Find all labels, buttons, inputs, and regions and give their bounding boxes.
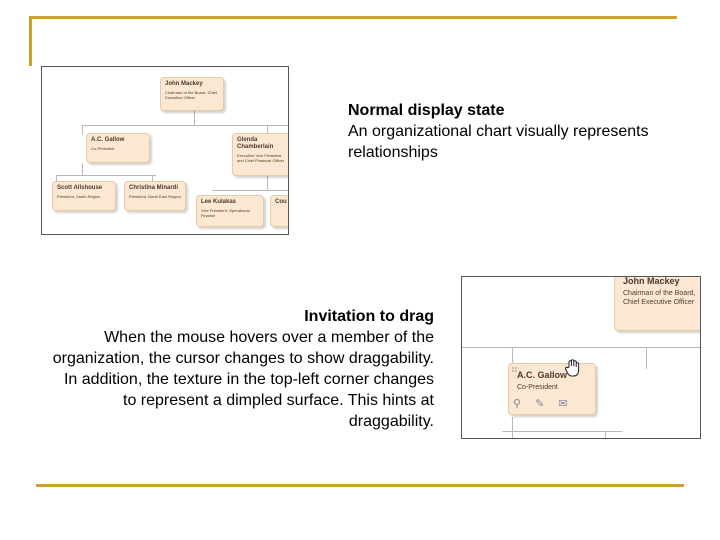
- card-title: Chairman of the Board, Chief Executive Officer: [165, 90, 217, 100]
- connector: [462, 347, 700, 348]
- org-card-john-mackey[interactable]: [160, 77, 224, 111]
- card-title: Co-President: [91, 146, 115, 151]
- card-title: Chairman of the Board, Chief Executive Officer: [623, 290, 696, 306]
- connector: [82, 125, 289, 126]
- org-card-ac-gallow[interactable]: [86, 133, 150, 163]
- connector: [212, 190, 288, 191]
- org-card-lee-kulakas[interactable]: [196, 195, 264, 227]
- mail-icon[interactable]: ✉: [558, 398, 582, 410]
- connector: [646, 347, 647, 369]
- card-name: Christina Minardi: [129, 185, 179, 191]
- card-name: John Mackey: [623, 276, 680, 286]
- magnifier-icon[interactable]: ⚲: [513, 398, 536, 410]
- hand-cursor-icon: [564, 359, 580, 377]
- dimple-texture-icon: [511, 366, 518, 373]
- invitation-body: When the mouse hovers over a member of the organization, the cursor changes to show draggability. In addition, the texture in the top-left corner changes to represent a dimpled surface. This hints at draggability.: [52, 329, 434, 430]
- normal-state-caption: [348, 100, 698, 163]
- top-rule: [31, 16, 677, 19]
- card-name: A.C. Gallow: [91, 137, 125, 143]
- connector: [512, 347, 513, 363]
- invitation-heading: Invitation to drag: [304, 308, 434, 325]
- connector: [194, 111, 195, 125]
- card-title: Co-President: [517, 384, 558, 391]
- connector: [512, 417, 513, 438]
- card-name: Lee Kulakas: [201, 199, 237, 205]
- connector: [605, 431, 606, 438]
- left-rule: [29, 16, 32, 66]
- normal-state-heading: Normal display state: [348, 102, 505, 119]
- org-card-christina-minardi[interactable]: [124, 181, 186, 211]
- connector: [82, 163, 83, 175]
- normal-state-body: An organizational chart visually represents relationships: [348, 123, 649, 161]
- card-title: Vice President, Operational Finance: [201, 208, 250, 218]
- invitation-caption: [52, 306, 434, 432]
- org-card-ac-gallow-hover[interactable]: [508, 363, 596, 415]
- connector: [267, 176, 268, 190]
- invitation-zoom-screenshot: [461, 276, 701, 439]
- card-name: Scott Allshouse: [57, 185, 103, 191]
- connector: [502, 431, 622, 432]
- card-title: President, South Region: [57, 194, 101, 199]
- card-title: Executive Vice President and Chief Financial Officer: [237, 153, 285, 163]
- connector: [56, 175, 156, 176]
- card-title: President, North East Region: [129, 194, 181, 199]
- org-card-glenda-chamberlain[interactable]: [232, 133, 289, 176]
- org-chart-normal-screenshot: [41, 66, 289, 235]
- org-card-john-mackey-zoom[interactable]: [614, 276, 701, 331]
- org-card-partial[interactable]: [270, 195, 289, 227]
- card-name: A.C. Gallow: [517, 370, 568, 380]
- bottom-rule: [36, 484, 684, 487]
- pencil-icon[interactable]: ✎: [535, 398, 559, 410]
- card-name: Glenda Chamberlain: [237, 137, 274, 150]
- org-card-scott-allshouse[interactable]: [52, 181, 116, 211]
- card-name: John Mackey: [165, 81, 203, 87]
- card-action-icons: [513, 397, 582, 410]
- connector: [82, 125, 83, 135]
- card-name: Cou: [275, 199, 287, 205]
